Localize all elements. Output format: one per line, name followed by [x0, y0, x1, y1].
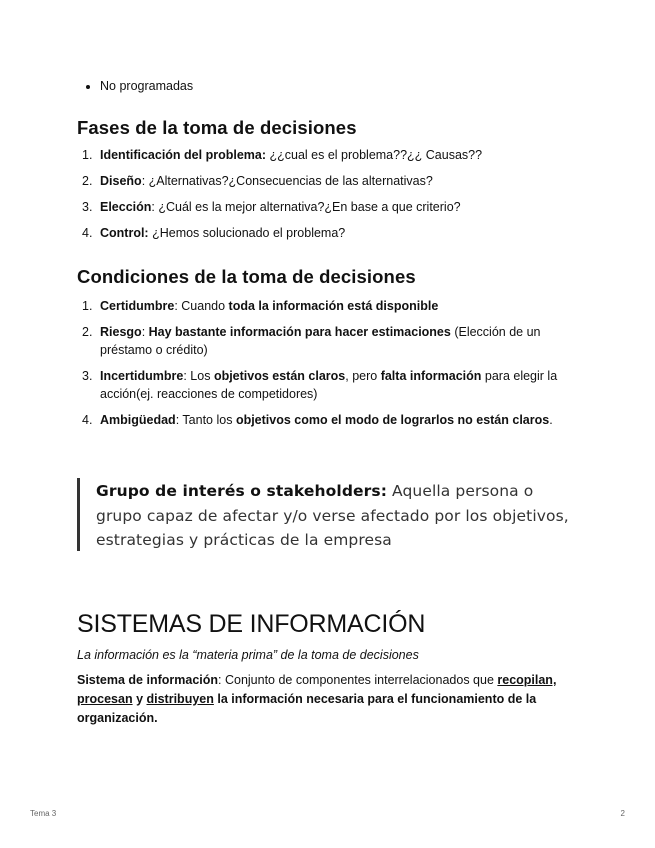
- quote-label: Grupo de interés o stakeholders:: [96, 482, 388, 500]
- list-item: 4. Control: ¿Hemos solucionado el problema?: [82, 226, 346, 240]
- footer-chapter: Tema 3: [30, 809, 57, 818]
- bullet-list: [84, 78, 193, 94]
- list-item: 1. Identificación del problema: ¿¿cual es el problema??¿¿ Causas??: [82, 148, 483, 162]
- list-item: 3. Incertidumbre: Los objetivos están claros, pero falta información para elegir la acción(ej. reacciones de competidores): [82, 369, 558, 401]
- list-item: 3. Elección: ¿Cuál es la mejor alternativa?¿En base a que criterio?: [82, 200, 461, 214]
- list-item: 1. Certidumbre: Cuando toda la información está disponible: [82, 299, 439, 313]
- section-title-sistemas: SISTEMAS DE INFORMACIÓN: [77, 610, 426, 638]
- stakeholders-quote: [77, 478, 582, 551]
- list-item: • No programadas: [100, 78, 193, 94]
- list-item: 4. Ambigüedad: Tanto los objetivos como el modo de lograrlos no están claros.: [82, 413, 553, 427]
- list-item: 2. Diseño: ¿Alternativas?¿Consecuencias de las alternativas?: [82, 174, 433, 188]
- section-title-fases: Fases de la toma de decisiones: [77, 117, 357, 138]
- section-title-condiciones: Condiciones de la toma de decisiones: [77, 266, 416, 287]
- fases-list: [82, 146, 580, 250]
- list-item: 2. Riesgo: Hay bastante información para hacer estimaciones (Elección de un préstamo o crédito): [82, 325, 541, 357]
- condiciones-list: [82, 297, 580, 437]
- page-number: 2: [620, 809, 625, 818]
- sistemas-intro: La información es la “materia prima” de la toma de decisiones: [77, 648, 419, 662]
- quote-text: Aquella persona o grupo capaz de afectar y/o verse afectado por los objetivos, estrategias y prácticas de la empresa: [96, 482, 569, 549]
- sistemas-definition: Sistema de información: Conjunto de componentes interrelacionados que recopilan, procesan y distribuyen la información necesaria para el funcionamiento de la organización.: [77, 673, 557, 725]
